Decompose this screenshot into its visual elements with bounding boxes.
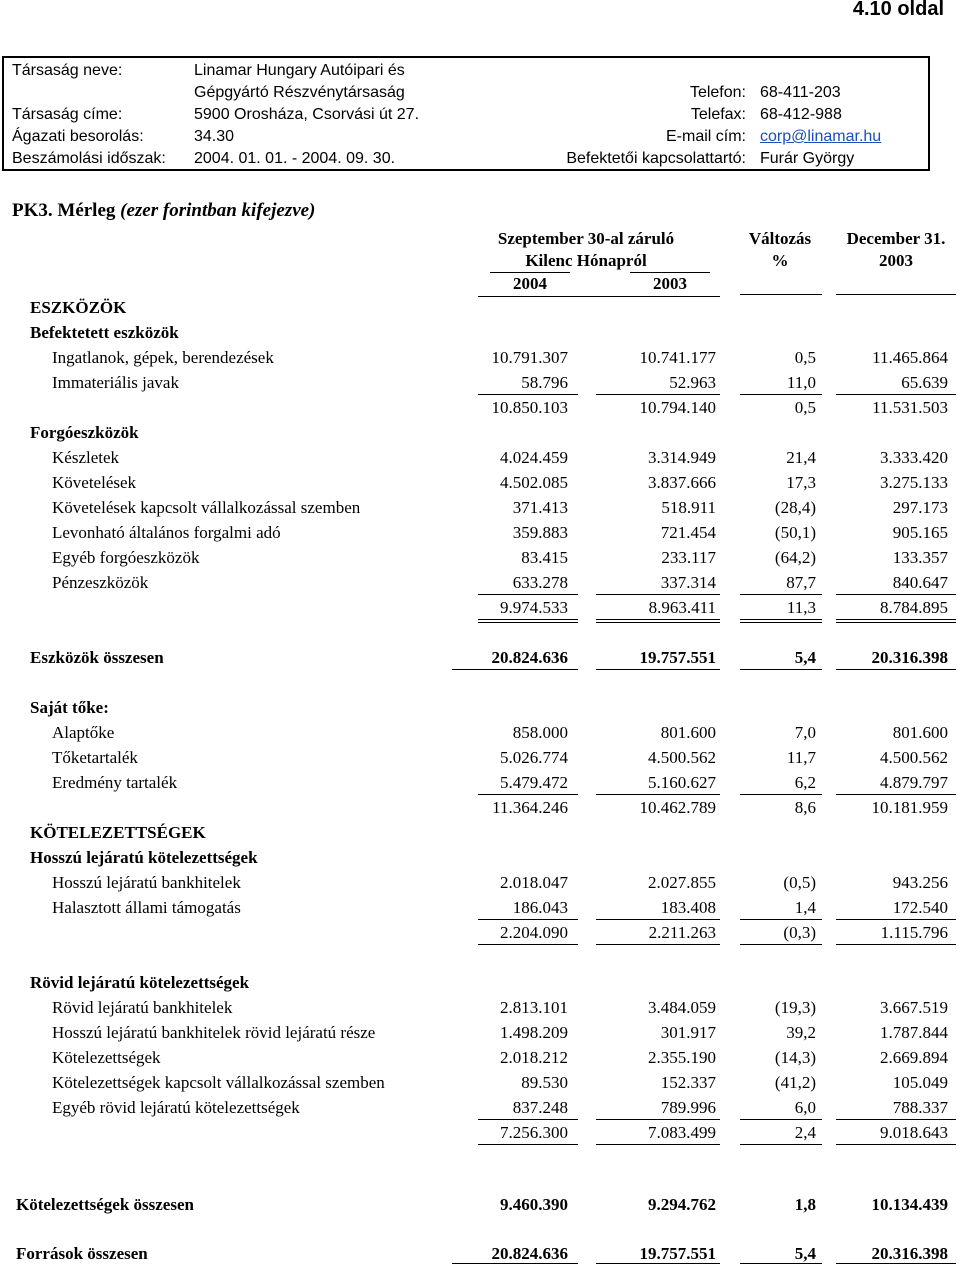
table-row <box>0 470 960 495</box>
value-2003: 10.741.177 <box>639 348 716 367</box>
row-label: Tőketartalék <box>52 748 138 767</box>
value-2003: 2.027.855 <box>648 873 716 892</box>
value-december: 105.049 <box>892 1073 948 1092</box>
table-row <box>0 870 960 895</box>
total-december: 20.316.398 <box>871 648 948 667</box>
value-2003: 4.500.562 <box>648 748 716 767</box>
value-change: (41,2) <box>774 1073 816 1092</box>
value-change: (28,4) <box>774 498 816 517</box>
table-row <box>0 1020 960 1045</box>
total-change: 5,4 <box>794 648 816 667</box>
underline-rule <box>596 619 720 623</box>
table-row <box>0 1241 960 1266</box>
value-2004: 5.479.472 <box>500 773 568 792</box>
company-name-line-2: Gépgyártó Részvénytársaság <box>194 84 405 101</box>
value-change: (0,5) <box>783 873 816 892</box>
table-row <box>0 1070 960 1095</box>
fax-label: Telefax: <box>690 106 746 123</box>
total-change: 5,4 <box>794 1244 816 1263</box>
value-change: 21,4 <box>786 448 816 467</box>
value-change: (50,1) <box>774 523 816 542</box>
table-row <box>0 695 960 720</box>
underline-rule <box>740 1144 822 1145</box>
value-december: 4.500.562 <box>880 748 948 767</box>
value-december: 297.173 <box>892 498 948 517</box>
value-2004: 89.530 <box>521 1073 568 1092</box>
value-2004: 1.498.209 <box>500 1023 568 1042</box>
underline-rule <box>740 1263 822 1264</box>
value-2003: 3.837.666 <box>648 473 716 492</box>
row-label: Eszközök összesen <box>30 648 164 667</box>
period-label: Beszámolási időszak: <box>12 150 166 167</box>
total-2003: 19.757.551 <box>639 648 716 667</box>
table-row <box>0 495 960 520</box>
table-row <box>0 595 960 620</box>
header-change-line-1: Változás <box>748 229 812 248</box>
value-2003: 233.117 <box>661 548 716 567</box>
value-change: 11,7 <box>786 748 816 767</box>
address-value: 5900 Orosháza, Csorvási út 27. <box>194 106 420 123</box>
subtotal-change: (0,3) <box>783 923 816 942</box>
table-row <box>0 995 960 1020</box>
table-row <box>0 320 960 345</box>
row-label: Befektetett eszközök <box>30 323 179 342</box>
subtotal-december: 10.181.959 <box>871 798 948 817</box>
subtotal-december: 9.018.643 <box>880 1123 948 1142</box>
statement-code: PK3. Mérleg <box>12 200 116 221</box>
value-2004: 186.043 <box>512 898 568 917</box>
table-row <box>0 1120 960 1145</box>
row-label: Kötelezettségek összesen <box>16 1195 194 1214</box>
fax-value: 68-412-988 <box>760 106 842 123</box>
table-row <box>0 895 960 920</box>
value-change: 7,0 <box>794 723 816 742</box>
total-2004: 9.460.390 <box>500 1195 568 1214</box>
row-label: Halasztott állami támogatás <box>52 898 241 917</box>
underline-rule <box>836 1144 956 1145</box>
row-label: Levonható általános forgalmi adó <box>52 523 281 542</box>
row-label: Rövid lejáratú bankhitelek <box>52 998 233 1017</box>
value-change: 11,0 <box>786 373 816 392</box>
subtotal-change: 11,3 <box>786 598 816 617</box>
value-change: 87,7 <box>786 573 816 592</box>
value-change: 6,0 <box>794 1098 816 1117</box>
value-december: 11.465.864 <box>872 348 948 367</box>
row-label: Egyéb forgóeszközök <box>52 548 200 567</box>
row-label: Hosszú lejáratú kötelezettségek <box>30 848 258 867</box>
company-name-line-1: Linamar Hungary Autóipari és <box>194 62 405 79</box>
underline-rule <box>836 944 956 945</box>
total-change: 1,8 <box>794 1195 816 1214</box>
subtotal-2004: 9.974.533 <box>500 598 568 617</box>
value-2003: 801.600 <box>660 723 716 742</box>
row-label: Rövid lejáratú kötelezettségek <box>30 973 250 992</box>
value-change: 39,2 <box>786 1023 816 1042</box>
value-december: 943.256 <box>892 873 948 892</box>
value-december: 3.667.519 <box>880 998 948 1017</box>
row-label: Forgóeszközök <box>30 423 139 442</box>
ir-contact-label: Befektetői kapcsolattartó: <box>566 150 746 167</box>
subtotal-2004: 11.364.246 <box>492 798 568 817</box>
table-row <box>0 1095 960 1120</box>
sector-label: Ágazati besorolás: <box>12 128 144 145</box>
underline-rule <box>596 944 720 945</box>
row-label: Kötelezettségek <box>52 1048 161 1067</box>
table-row <box>0 570 960 595</box>
table-row <box>0 520 960 545</box>
value-2003: 301.917 <box>660 1023 716 1042</box>
value-2004: 2.018.047 <box>500 873 568 892</box>
value-december: 3.333.420 <box>880 448 948 467</box>
table-row <box>0 770 960 795</box>
value-2004: 4.024.459 <box>500 448 568 467</box>
value-2004: 633.278 <box>512 573 568 592</box>
value-2003: 5.160.627 <box>648 773 716 792</box>
value-2003: 152.337 <box>660 1073 716 1092</box>
underline-rule <box>596 669 720 670</box>
value-2004: 83.415 <box>521 548 568 567</box>
value-december: 4.879.797 <box>880 773 948 792</box>
statement-unit: (ezer forintban kifejezve) <box>120 200 316 221</box>
value-change: 6,2 <box>794 773 816 792</box>
value-2003: 3.314.949 <box>648 448 716 467</box>
total-2003: 9.294.762 <box>648 1195 716 1214</box>
subtotal-2003: 2.211.263 <box>648 923 716 942</box>
value-december: 1.787.844 <box>880 1023 948 1042</box>
table-row <box>0 1045 960 1070</box>
value-2004: 2.813.101 <box>500 998 568 1017</box>
value-2004: 371.413 <box>512 498 568 517</box>
row-label: ESZKÖZÖK <box>30 298 127 317</box>
table-row <box>0 970 960 995</box>
value-2003: 3.484.059 <box>648 998 716 1017</box>
row-label: Követelések kapcsolt vállalkozással szemben <box>52 498 361 517</box>
company-name-label: Társaság neve: <box>12 62 123 79</box>
header-year-2003: 2003 <box>653 274 687 293</box>
header-rule-2003 <box>630 272 710 273</box>
row-label: Immateriális javak <box>52 373 179 392</box>
statement-title <box>12 200 315 222</box>
table-row <box>0 820 960 845</box>
header-year-2004: 2004 <box>513 274 547 293</box>
email-label: E-mail cím: <box>666 128 746 145</box>
subtotal-2004: 7.256.300 <box>500 1123 568 1142</box>
row-label: Egyéb rövid lejáratú kötelezettségek <box>52 1098 300 1117</box>
table-row <box>0 545 960 570</box>
header-december-line-1: December 31. <box>846 229 946 248</box>
value-december: 2.669.894 <box>880 1048 948 1067</box>
value-2003: 52.963 <box>669 373 716 392</box>
underline-rule <box>740 619 822 623</box>
underline-rule <box>452 669 578 670</box>
row-label: KÖTELEZETTSÉGEK <box>30 823 206 842</box>
value-change: 17,3 <box>786 473 816 492</box>
row-label: Hosszú lejáratú bankhitelek <box>52 873 241 892</box>
header-period-line-1: Szeptember 30-al záruló <box>497 229 675 248</box>
underline-rule <box>740 944 822 945</box>
subtotal-december: 1.115.796 <box>880 923 948 942</box>
table-row <box>0 395 960 420</box>
value-december: 840.647 <box>892 573 948 592</box>
underline-rule <box>478 944 578 945</box>
value-change: 0,5 <box>794 348 816 367</box>
value-2003: 337.314 <box>660 573 716 592</box>
header-period-line-2: Kilenc Hónapról <box>525 251 647 270</box>
value-2004: 858.000 <box>512 723 568 742</box>
value-december: 3.275.133 <box>880 473 948 492</box>
row-label: Kötelezettségek kapcsolt vállalkozással szemben <box>52 1073 385 1092</box>
row-label: Eredmény tartalék <box>52 773 178 792</box>
subtotal-2003: 10.794.140 <box>639 398 716 417</box>
table-row <box>0 295 960 320</box>
value-2004: 5.026.774 <box>500 748 568 767</box>
ir-contact-value: Furár György <box>760 150 855 167</box>
subtotal-2004: 10.850.103 <box>491 398 568 417</box>
sector-value: 34.30 <box>194 128 235 145</box>
subtotal-december: 8.784.895 <box>880 598 948 617</box>
header-december-line-2: 2003 <box>879 251 913 270</box>
value-2004: 837.248 <box>512 1098 568 1117</box>
table-row <box>0 445 960 470</box>
value-2003: 2.355.190 <box>648 1048 716 1067</box>
subtotal-2004: 2.204.090 <box>500 923 568 942</box>
table-row <box>0 370 960 395</box>
value-2004: 4.502.085 <box>500 473 568 492</box>
subtotal-change: 0,5 <box>794 398 816 417</box>
total-2004: 20.824.636 <box>491 648 568 667</box>
underline-rule <box>596 1144 720 1145</box>
value-december: 788.337 <box>892 1098 948 1117</box>
phone-label: Telefon: <box>689 84 746 101</box>
email-link[interactable]: corp@linamar.hu <box>760 128 882 145</box>
underline-rule <box>478 1144 578 1145</box>
total-2003: 19.757.551 <box>639 1244 716 1263</box>
table-row <box>0 745 960 770</box>
value-december: 133.357 <box>892 548 948 567</box>
value-2003: 183.408 <box>660 898 716 917</box>
table-row <box>0 645 960 670</box>
value-december: 905.165 <box>892 523 948 542</box>
row-label: Források összesen <box>16 1244 148 1263</box>
row-label: Pénzeszközök <box>52 573 149 592</box>
value-change: (19,3) <box>774 998 816 1017</box>
underline-rule <box>836 1263 956 1264</box>
row-label: Alaptőke <box>52 723 115 742</box>
row-label: Készletek <box>52 448 120 467</box>
table-row <box>0 845 960 870</box>
value-change: (14,3) <box>774 1048 816 1067</box>
address-label: Társaság címe: <box>12 106 123 123</box>
value-2004: 2.018.212 <box>500 1048 568 1067</box>
value-change: 1,4 <box>794 898 816 917</box>
company-info-box <box>2 56 930 171</box>
row-label: Hosszú lejáratú bankhitelek rövid lejáratú része <box>52 1023 376 1042</box>
subtotal-december: 11.531.503 <box>872 398 948 417</box>
value-december: 172.540 <box>892 898 948 917</box>
table-row <box>0 795 960 820</box>
table-row <box>0 345 960 370</box>
value-december: 801.600 <box>892 723 948 742</box>
underline-rule <box>452 1263 578 1264</box>
underline-rule <box>836 669 956 670</box>
total-december: 10.134.439 <box>871 1195 948 1214</box>
underline-rule <box>596 1263 720 1264</box>
period-value: 2004. 01. 01. - 2004. 09. 30. <box>194 150 396 167</box>
subtotal-2003: 8.963.411 <box>648 598 716 617</box>
total-december: 20.316.398 <box>871 1244 948 1263</box>
value-change: (64,2) <box>774 548 816 567</box>
value-2003: 518.911 <box>661 498 716 517</box>
table-row <box>0 720 960 745</box>
underline-rule <box>836 619 956 623</box>
phone-value: 68-411-203 <box>760 84 841 101</box>
row-label: Saját tőke: <box>30 698 109 717</box>
row-label: Ingatlanok, gépek, berendezések <box>52 348 274 367</box>
value-2003: 789.996 <box>660 1098 716 1117</box>
underline-rule <box>478 619 578 623</box>
value-december: 65.639 <box>901 373 948 392</box>
header-rule-2004 <box>490 272 570 273</box>
table-row <box>0 1192 960 1217</box>
subtotal-change: 8,6 <box>794 798 816 817</box>
value-2004: 359.883 <box>512 523 568 542</box>
header-change-line-2: % <box>771 251 789 270</box>
underline-rule <box>740 669 822 670</box>
value-2004: 10.791.307 <box>491 348 568 367</box>
table-row <box>0 920 960 945</box>
value-2003: 721.454 <box>660 523 716 542</box>
row-label: Követelések <box>52 473 137 492</box>
subtotal-change: 2,4 <box>794 1123 816 1142</box>
table-row <box>0 420 960 445</box>
value-2004: 58.796 <box>521 373 568 392</box>
subtotal-2003: 10.462.789 <box>639 798 716 817</box>
total-2004: 20.824.636 <box>491 1244 568 1263</box>
subtotal-2003: 7.083.499 <box>648 1123 716 1142</box>
page-number: 4.10 oldal <box>852 0 944 20</box>
